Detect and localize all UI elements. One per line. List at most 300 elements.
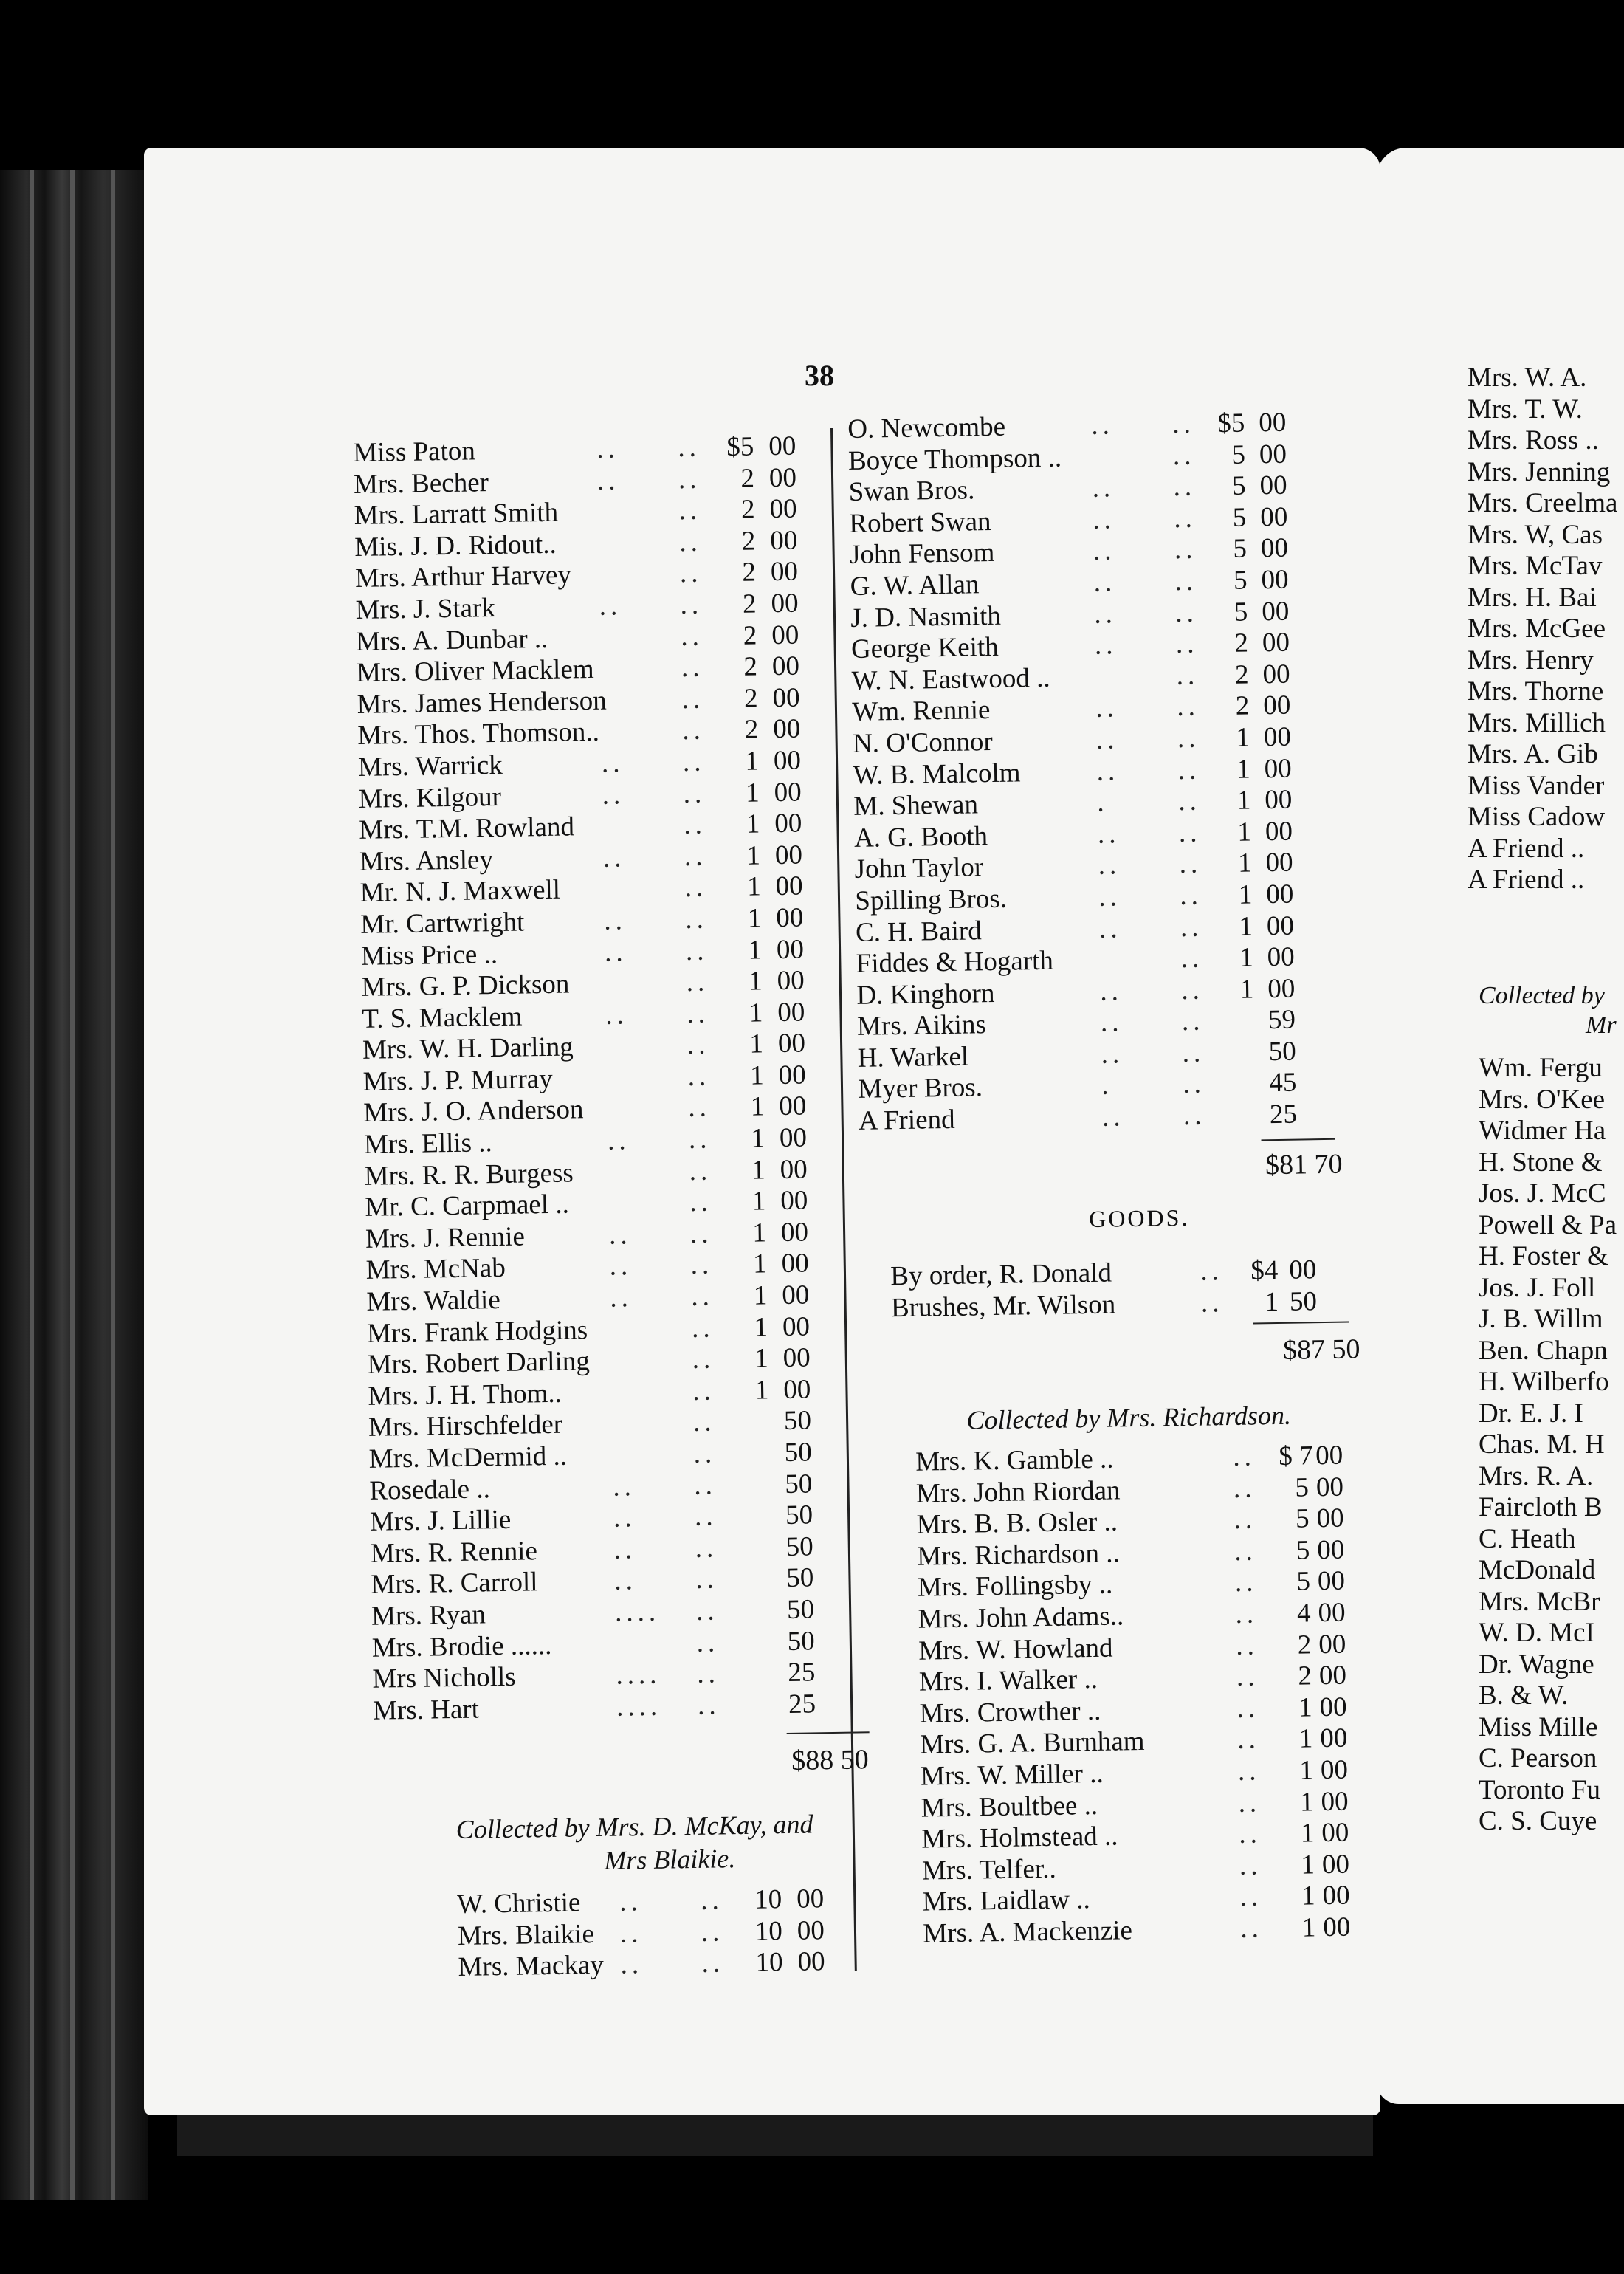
leader-dots: .. bbox=[695, 1595, 719, 1627]
amount-cents: 00 bbox=[772, 682, 800, 713]
donor-name: Miss Cadow bbox=[1468, 802, 1606, 832]
amount-dollars: 1 bbox=[748, 934, 763, 966]
leader-dots: .... bbox=[616, 1691, 662, 1722]
amount-cents: 00 bbox=[1264, 753, 1292, 784]
donor-name: Jos. J. Foll bbox=[1479, 1272, 1596, 1303]
leader-dots: .. bbox=[1236, 1724, 1261, 1756]
amount-dollars: 1 bbox=[754, 1311, 768, 1343]
leader-dots: .. bbox=[609, 1251, 633, 1282]
leader-dots: .. bbox=[1176, 660, 1200, 691]
donor-name: Myer Bros. bbox=[858, 1072, 983, 1105]
amount-cents: 00 bbox=[774, 808, 802, 839]
donor-name: Miss Mille bbox=[1479, 1711, 1598, 1742]
leader-dots: .. bbox=[1179, 880, 1203, 911]
amount-cents: 50 bbox=[785, 1531, 814, 1562]
amount-cents: 00 bbox=[779, 1122, 808, 1154]
donor-name: Mrs. Thorne bbox=[1468, 676, 1604, 707]
amount-cents: 50 bbox=[1289, 1285, 1318, 1317]
leader-dots: .. bbox=[697, 1690, 720, 1721]
donor-name: Mrs. Blaikie bbox=[457, 1918, 595, 1951]
amount-cents: 00 bbox=[783, 1374, 811, 1405]
donor-name: Mrs. Boultbee .. bbox=[921, 1790, 1098, 1824]
amount-cents: 50 bbox=[783, 1405, 812, 1437]
donor-name: W. B. Malcolm bbox=[853, 757, 1021, 791]
donor-column-a bbox=[353, 429, 882, 1983]
donor-row bbox=[1468, 487, 1624, 519]
leader-dots: .. bbox=[701, 1916, 724, 1948]
amount-dollars: 2 bbox=[743, 620, 757, 651]
donor-name: Miss Paton bbox=[353, 436, 476, 468]
amount-cents: 00 bbox=[1263, 721, 1292, 753]
amount-cents: 00 bbox=[772, 713, 801, 745]
amount-dollars: $4 bbox=[1250, 1254, 1279, 1286]
leader-dots: .. bbox=[605, 999, 629, 1031]
total-a: $88 50 bbox=[791, 1744, 870, 1776]
leader-dots: .. bbox=[694, 1501, 718, 1533]
donor-name: C. Heath bbox=[1479, 1523, 1576, 1554]
donor-name: J. B. Willm bbox=[1479, 1304, 1603, 1334]
amount-dollars: 2 bbox=[742, 557, 757, 588]
donor-name: Mrs. Ansley bbox=[359, 844, 494, 877]
amount-cents: 00 bbox=[1262, 690, 1291, 721]
amount-cents: 00 bbox=[769, 493, 797, 525]
amount-dollars: $5 bbox=[726, 431, 754, 463]
amount-cents: 00 bbox=[778, 1090, 807, 1122]
amount-cents: 00 bbox=[796, 1883, 825, 1914]
donor-name: Dr. E. J. I bbox=[1479, 1398, 1583, 1429]
donor-name: Mrs. Larratt Smith bbox=[354, 497, 559, 532]
leader-dots: .. bbox=[610, 1282, 633, 1313]
leader-dots: .. bbox=[689, 1186, 713, 1218]
donor-name: Mrs. R. R. Burgess bbox=[364, 1158, 574, 1192]
amount-dollars: 1 bbox=[753, 1280, 768, 1311]
donor-name: Mrs. McTav bbox=[1468, 551, 1603, 581]
donor-name: Mrs. J. P. Murray bbox=[362, 1063, 553, 1097]
amount-dollars bbox=[743, 1657, 773, 1658]
amount-dollars: 1 bbox=[1301, 1880, 1315, 1911]
amount-cents: 00 bbox=[1318, 1597, 1346, 1629]
amount-dollars bbox=[743, 1594, 772, 1595]
leader-dots: .. bbox=[596, 464, 620, 496]
donor-name: Mrs. Richardson .. bbox=[917, 1538, 1121, 1572]
donor-name: H. Warkel bbox=[857, 1041, 969, 1074]
donor-list-b bbox=[847, 405, 1360, 1136]
donor-row bbox=[1468, 425, 1624, 456]
donor-name: W. D. McI bbox=[1479, 1618, 1594, 1648]
amount-cents: 25 bbox=[788, 1657, 816, 1689]
donor-name: O. Newcombe bbox=[847, 411, 1006, 444]
leader-dots: .. bbox=[1179, 848, 1202, 880]
donor-name: W. Christie bbox=[456, 1887, 581, 1920]
donor-name: Mrs. Aikins bbox=[856, 1009, 987, 1042]
leader-dots: .. bbox=[686, 966, 709, 998]
donor-name: McDonald bbox=[1479, 1555, 1596, 1585]
donor-name: Mrs. J. Stark bbox=[355, 592, 496, 625]
donor-name: Mrs. T.M. Rowland bbox=[359, 811, 575, 846]
leader-dots: .. bbox=[613, 1502, 636, 1533]
leader-dots: .. bbox=[1093, 567, 1117, 598]
leader-dots: .. bbox=[679, 557, 703, 589]
leader-dots: .. bbox=[1181, 1006, 1205, 1037]
leader-dots: .. bbox=[697, 1658, 720, 1690]
amount-dollars: 5 bbox=[1233, 533, 1248, 565]
amount-dollars: 1 bbox=[752, 1248, 767, 1280]
donor-name: A. G. Booth bbox=[853, 820, 988, 853]
donor-row bbox=[1468, 707, 1624, 739]
leader-dots: .. bbox=[692, 1344, 715, 1375]
leader-dots: .. bbox=[601, 748, 625, 779]
amount-cents: 45 bbox=[1268, 1068, 1297, 1099]
amount-dollars: 5 bbox=[1295, 1503, 1310, 1534]
leader-dots: .. bbox=[695, 1564, 719, 1595]
amount-cents: 00 bbox=[1260, 533, 1289, 564]
amount-dollars: 5 bbox=[1296, 1566, 1311, 1598]
leader-dots: .. bbox=[694, 1470, 718, 1501]
donor-name: Jos. J. McC bbox=[1479, 1178, 1606, 1209]
leader-dots: .. bbox=[619, 1917, 643, 1949]
leader-dots: .. bbox=[687, 1061, 711, 1092]
leader-dots: .. bbox=[1101, 1039, 1124, 1070]
leader-dots: .. bbox=[684, 841, 707, 872]
donor-name: Rosedale .. bbox=[369, 1473, 491, 1506]
donor-name: Mrs. McGee bbox=[1468, 614, 1606, 644]
leader-dots: .. bbox=[680, 589, 703, 621]
leader-dots: .. bbox=[677, 432, 701, 464]
donor-name: Mrs. J. Lillie bbox=[369, 1505, 512, 1538]
leader-dots: .. bbox=[1174, 566, 1198, 597]
leader-dots: .. bbox=[1092, 504, 1116, 535]
amount-dollars: 5 bbox=[1231, 439, 1246, 470]
donor-name: Miss Price .. bbox=[360, 938, 498, 972]
leader-dots: .. bbox=[1180, 943, 1204, 975]
amount-dollars: 1 bbox=[1298, 1723, 1313, 1754]
amount-dollars bbox=[1225, 1036, 1254, 1037]
donor-row bbox=[1468, 550, 1624, 582]
amount-cents: 00 bbox=[1316, 1534, 1345, 1565]
donor-name: Mr. N. J. Maxwell bbox=[359, 874, 561, 909]
donor-row bbox=[1468, 676, 1624, 707]
amount-dollars: 5 bbox=[1295, 1471, 1310, 1503]
amount-cents: 00 bbox=[1320, 1754, 1349, 1786]
amount-dollars: 2 bbox=[1297, 1629, 1312, 1660]
leader-dots: .. bbox=[684, 872, 708, 904]
amount-cents: 00 bbox=[769, 525, 798, 556]
collected-list-richardson bbox=[915, 1439, 1381, 1949]
amount-cents: 00 bbox=[771, 588, 799, 619]
donor-name: Mrs. W. H. Darling bbox=[362, 1031, 574, 1066]
amount-cents: 00 bbox=[782, 1311, 811, 1342]
leader-dots: .. bbox=[607, 1125, 630, 1156]
donor-name: C. S. Cuye bbox=[1479, 1806, 1597, 1836]
amount-dollars: 1 bbox=[748, 966, 763, 997]
donor-row bbox=[1468, 864, 1624, 896]
amount-dollars: 1 bbox=[745, 777, 760, 808]
leader-dots: .. bbox=[688, 1092, 712, 1124]
leader-dots: .. bbox=[689, 1155, 712, 1186]
leader-dots: .. bbox=[596, 433, 620, 464]
donor-name: Mrs. Ross .. bbox=[1468, 425, 1599, 456]
leader-dots: .. bbox=[1200, 1287, 1224, 1319]
amount-cents: 00 bbox=[1315, 1440, 1343, 1471]
amount-dollars: 1 bbox=[751, 1155, 765, 1186]
amount-dollars: 1 bbox=[747, 903, 762, 934]
amount-dollars bbox=[741, 1531, 771, 1532]
amount-dollars: 10 bbox=[755, 1947, 783, 1978]
goods-list bbox=[890, 1253, 1363, 1323]
amount-dollars: 1 bbox=[1299, 1786, 1314, 1818]
amount-dollars: 2 bbox=[1234, 628, 1249, 659]
leader-dots: .. bbox=[1093, 535, 1116, 567]
leader-dots: .. bbox=[692, 1375, 716, 1406]
donor-name: Mrs. Henry bbox=[1468, 645, 1594, 676]
amount-dollars: 2 bbox=[1298, 1660, 1312, 1691]
leader-dots: .. bbox=[1175, 628, 1199, 660]
amount-dollars: 2 bbox=[743, 683, 758, 714]
leader-dots: .. bbox=[678, 526, 703, 557]
amount-cents: 50 bbox=[787, 1625, 816, 1657]
donor-name: H. Foster & bbox=[1479, 1241, 1608, 1271]
donor-name: Mrs. Ryan bbox=[371, 1599, 486, 1632]
donor-name: Mrs. McNab bbox=[365, 1253, 506, 1286]
leader-dots: .. bbox=[1238, 1818, 1262, 1850]
donor-list-a bbox=[353, 429, 882, 1726]
amount-cents: 00 bbox=[1321, 1786, 1349, 1817]
amount-dollars: 2 bbox=[740, 463, 755, 494]
donor-row bbox=[1468, 394, 1624, 425]
leader-dots: .. bbox=[680, 621, 704, 652]
donor-name: Mrs. B. B. Osler .. bbox=[916, 1506, 1118, 1540]
donor-name: Mrs. Holmstead .. bbox=[921, 1821, 1118, 1855]
leader-dots: .. bbox=[1095, 693, 1119, 724]
donor-name: Chas. M. H bbox=[1479, 1429, 1605, 1460]
amount-dollars: 1 bbox=[751, 1123, 765, 1154]
donor-name: Mrs. J. H. Thom.. bbox=[368, 1378, 562, 1412]
donor-name: Mrs. Kilgour bbox=[358, 781, 502, 814]
amount-dollars: 2 bbox=[744, 714, 759, 746]
amount-cents: 00 bbox=[1261, 596, 1290, 627]
amount-dollars: 5 bbox=[1233, 565, 1248, 596]
amount-cents: 00 bbox=[774, 777, 802, 808]
amount-cents: 50 bbox=[785, 1468, 813, 1500]
amount-dollars: 1 bbox=[749, 997, 763, 1028]
donor-name: Spilling Bros. bbox=[855, 883, 1008, 916]
amount-cents: 00 bbox=[1318, 1629, 1346, 1660]
donor-name: Boyce Thompson .. bbox=[847, 442, 1062, 476]
donor-name: Mrs. J. Rennie bbox=[365, 1221, 526, 1254]
leader-dots: .. bbox=[1174, 597, 1199, 628]
leader-dots: .. bbox=[608, 1220, 632, 1251]
leader-dots: .. bbox=[602, 842, 626, 873]
amount-dollars: 1 bbox=[751, 1186, 766, 1217]
amount-dollars: 1 bbox=[1239, 974, 1254, 1005]
donor-name: A Friend bbox=[858, 1104, 955, 1136]
amount-dollars: $5 bbox=[1217, 408, 1245, 439]
leader-dots: .. bbox=[1172, 440, 1196, 471]
donor-name: M. Shewan bbox=[853, 789, 979, 822]
donor-name: D. Kinghorn bbox=[856, 978, 995, 1011]
donor-name: Wm. Rennie bbox=[852, 695, 991, 728]
donor-row bbox=[1468, 362, 1624, 394]
amount-dollars: 1 bbox=[752, 1217, 767, 1248]
amount-cents: 50 bbox=[786, 1594, 815, 1625]
leader-dots: .. bbox=[1234, 1504, 1257, 1536]
amount-cents: 00 bbox=[771, 650, 800, 682]
donor-name: Mrs. I. Walker .. bbox=[918, 1664, 1098, 1697]
amount-cents: 00 bbox=[1288, 1254, 1317, 1285]
leader-dots: .. bbox=[683, 809, 707, 841]
leader-dots: .. bbox=[620, 1949, 644, 1980]
collected-heading-mckay-line2: Mrs Blaikie. bbox=[604, 1844, 736, 1875]
leader-dots: .. bbox=[693, 1438, 717, 1469]
donor-name: Mrs. J. O. Anderson bbox=[363, 1094, 584, 1129]
amount-cents: 00 bbox=[1261, 564, 1289, 596]
donor-row bbox=[1468, 770, 1624, 802]
amount-dollars: 1 bbox=[746, 840, 761, 871]
leader-dots: .. bbox=[691, 1313, 715, 1344]
amount-dollars: 1 bbox=[754, 1375, 769, 1406]
donor-name: J. D. Nasmith bbox=[850, 600, 1002, 633]
donor-name: Mr. Cartwright bbox=[360, 907, 525, 940]
donor-name: Mrs. Creelma bbox=[1468, 488, 1618, 518]
donor-name: A Friend .. bbox=[1468, 833, 1585, 864]
amount-cents: 50 bbox=[1268, 1036, 1296, 1068]
amount-cents: 00 bbox=[777, 965, 805, 997]
leader-dots: .. bbox=[1174, 534, 1197, 566]
leader-dots: .. bbox=[690, 1249, 714, 1281]
leader-dots: .. bbox=[1092, 473, 1115, 504]
amount-cents: 00 bbox=[1322, 1911, 1351, 1943]
leader-dots: .... bbox=[614, 1596, 661, 1628]
leader-dots: .. bbox=[683, 778, 706, 809]
amount-dollars bbox=[1225, 1005, 1254, 1006]
donor-name: Mrs. A. Gib bbox=[1468, 739, 1598, 769]
amount-dollars: $ 7 bbox=[1278, 1440, 1313, 1471]
amount-cents: 59 bbox=[1267, 1004, 1296, 1036]
amount-cents: 00 bbox=[774, 839, 803, 870]
donor-name: Mrs. Laidlaw .. bbox=[922, 1884, 1091, 1917]
donor-name: Miss Vander bbox=[1468, 770, 1605, 801]
donor-row bbox=[1468, 456, 1624, 488]
leader-dots: .. bbox=[687, 998, 710, 1029]
page-number: 38 bbox=[805, 359, 834, 392]
amount-cents: 00 bbox=[780, 1154, 808, 1185]
leader-dots: .. bbox=[1176, 691, 1200, 723]
amount-cents: 00 bbox=[780, 1217, 809, 1248]
donor-name: Mrs. Becher bbox=[353, 467, 489, 500]
donor-name: Mrs. R. Carroll bbox=[371, 1567, 538, 1601]
leader-dots: .. bbox=[619, 1886, 643, 1917]
donor-name: Mrs. John Riordan bbox=[915, 1474, 1121, 1509]
leader-dots: .. bbox=[1180, 912, 1203, 943]
amount-cents: 00 bbox=[776, 933, 805, 965]
leader-dots: .. bbox=[1183, 1068, 1206, 1100]
amount-dollars: 2 bbox=[741, 526, 756, 557]
donor-name: Fiddes & Hogarth bbox=[856, 945, 1054, 979]
amount-cents: 00 bbox=[775, 870, 803, 902]
amount-dollars: 1 bbox=[1238, 879, 1253, 910]
amount-cents: 50 bbox=[784, 1437, 812, 1468]
amount-dollars: 1 bbox=[750, 1091, 765, 1123]
leader-dots: .. bbox=[1235, 1598, 1259, 1629]
donor-row bbox=[1468, 801, 1624, 833]
amount-cents: 00 bbox=[1267, 973, 1296, 1004]
donor-name: Mrs. A. Mackenzie bbox=[923, 1915, 1133, 1949]
leader-dots: .. bbox=[602, 779, 625, 811]
amount-dollars: 1 bbox=[746, 808, 760, 839]
leader-dots: .. bbox=[1239, 1913, 1264, 1944]
amount-cents: 00 bbox=[1319, 1722, 1348, 1754]
leader-dots: .... bbox=[616, 1659, 661, 1691]
amount-dollars: 1 bbox=[1265, 1286, 1279, 1317]
donor-name: Mrs. A. Dunbar .. bbox=[356, 623, 548, 657]
leader-dots: .. bbox=[1098, 882, 1122, 913]
donor-name: C. H. Baird bbox=[855, 915, 982, 948]
collected-heading-c-line2: Mr bbox=[1586, 1011, 1617, 1039]
leader-dots: .. bbox=[689, 1218, 713, 1249]
amount-dollars: 4 bbox=[1296, 1598, 1311, 1629]
page-edge-shadow bbox=[177, 2112, 1373, 2156]
donor-name: Mrs. K. Gamble .. bbox=[915, 1443, 1114, 1477]
donor-name: Mrs. Crowther .. bbox=[919, 1695, 1101, 1729]
amount-dollars: 2 bbox=[743, 651, 758, 682]
donor-name: Mrs. Frank Hodgins bbox=[366, 1314, 588, 1349]
amount-dollars: 1 bbox=[1239, 942, 1253, 973]
amount-dollars: 1 bbox=[1237, 817, 1252, 848]
donor-name: John Taylor bbox=[854, 852, 984, 885]
leader-dots: .. bbox=[1181, 975, 1205, 1006]
leader-dots: .. bbox=[1237, 1756, 1261, 1787]
amount-dollars: 5 bbox=[1231, 470, 1246, 502]
amount-dollars: 2 bbox=[742, 588, 757, 619]
amount-dollars: 2 bbox=[740, 494, 755, 525]
donor-name: Mrs. W. Miller .. bbox=[920, 1758, 1104, 1792]
amount-dollars: 1 bbox=[746, 871, 761, 902]
collected-heading-richardson: Collected by Mrs. Richardson. bbox=[966, 1400, 1292, 1435]
amount-dollars: 1 bbox=[1236, 785, 1251, 816]
amount-dollars: 1 bbox=[1301, 1912, 1316, 1943]
donor-name: Mrs. Warrick bbox=[357, 749, 503, 783]
amount-dollars bbox=[743, 1626, 772, 1627]
donor-name: Powell & Pa bbox=[1479, 1209, 1617, 1240]
amount-cents: 00 bbox=[771, 619, 799, 650]
leader-dots: .. bbox=[685, 935, 709, 966]
donor-name: Mrs. W. A. bbox=[1468, 363, 1587, 393]
amount-cents: 00 bbox=[775, 902, 804, 933]
amount-cents: 00 bbox=[1317, 1565, 1346, 1597]
leader-dots: .. bbox=[1101, 1102, 1125, 1133]
leader-dots: .. bbox=[1233, 1473, 1256, 1504]
amount-cents: 25 bbox=[788, 1689, 816, 1720]
donor-name: Mrs. James Henderson bbox=[357, 685, 608, 720]
amount-cents: 00 bbox=[1262, 627, 1290, 659]
leader-dots: .. bbox=[1096, 755, 1120, 787]
subtotal-b: $81 70 bbox=[1265, 1148, 1343, 1181]
donor-name: Toronto Fu bbox=[1479, 1774, 1600, 1805]
leader-dots: .. bbox=[613, 1533, 637, 1565]
donor-name: Dr. Wagne bbox=[1479, 1649, 1594, 1680]
book-spine bbox=[0, 170, 148, 2200]
donor-name: Mrs. R. A. bbox=[1479, 1460, 1594, 1491]
donor-name: Mis. J. D. Ridout.. bbox=[354, 529, 557, 563]
donor-name: Mrs. Arthur Harvey bbox=[354, 560, 572, 594]
amount-cents: 00 bbox=[1265, 847, 1293, 879]
leader-dots: .. bbox=[1171, 408, 1196, 440]
amount-cents: 00 bbox=[777, 997, 805, 1028]
leader-dots: .. bbox=[1238, 1787, 1262, 1818]
donor-name: B. & W. bbox=[1479, 1680, 1569, 1711]
amount-dollars: 1 bbox=[1236, 754, 1250, 785]
amount-cents: 00 bbox=[782, 1279, 810, 1311]
